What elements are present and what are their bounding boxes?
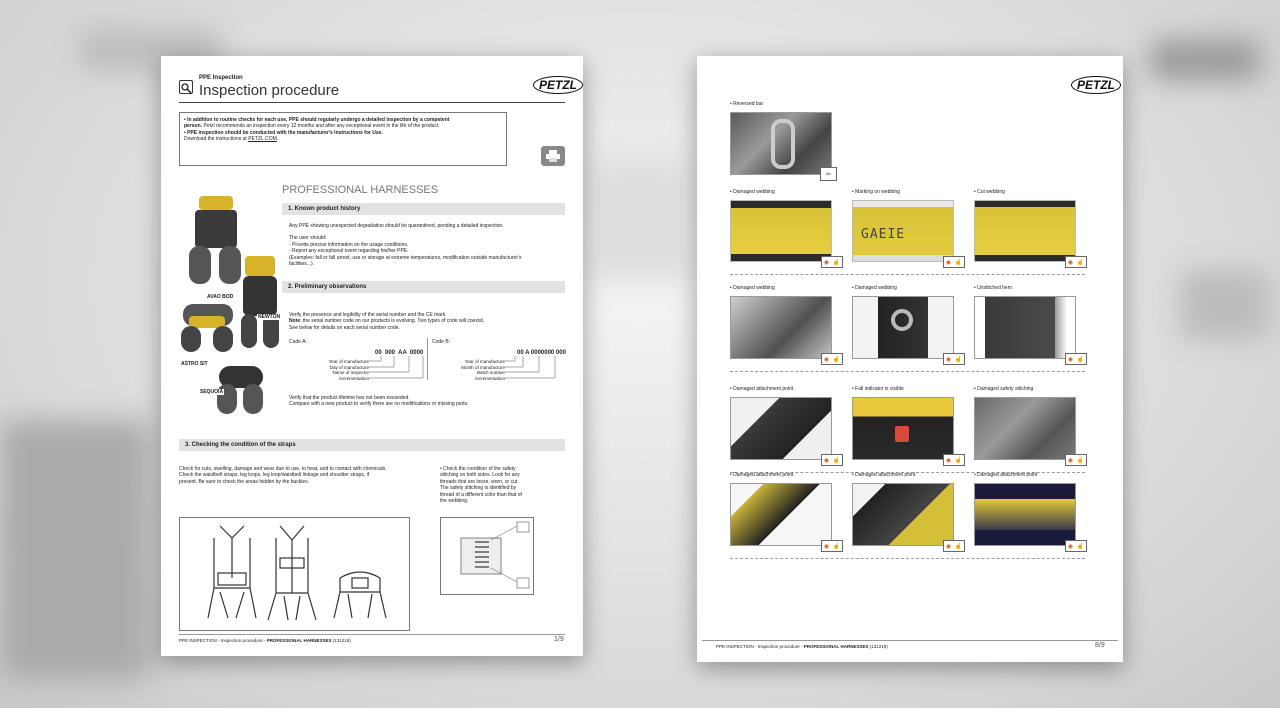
- section-2-title: 2. Preliminary observations: [282, 281, 565, 293]
- harness-line-drawings: [179, 517, 410, 631]
- petzl-link[interactable]: PETZL.COM: [248, 136, 277, 143]
- photo-caption: • Damaged safety stitching: [974, 386, 1034, 392]
- s3-right5: thread of a different color than that of: [440, 491, 522, 498]
- marking-text: GAEIE: [861, 227, 906, 242]
- footer-bold: PROFESSIONAL HARNESSES: [266, 638, 332, 643]
- target-icon: ◉: [945, 259, 952, 266]
- code-a-field: Day of manufacture: [329, 364, 369, 370]
- footer-text: [716, 644, 888, 649]
- row-divider: [730, 274, 1085, 275]
- code-a-field: Incrementation: [339, 375, 369, 381]
- hand-icon: ☝: [832, 259, 841, 266]
- code-b-field: Month of manufacture: [461, 364, 505, 370]
- inspection-photo: [852, 296, 954, 359]
- code-a-value: 00 000 AA 0000: [375, 350, 424, 356]
- target-icon: ◉: [823, 259, 830, 266]
- footer-date: (131219): [868, 644, 888, 649]
- inspection-badge: [943, 540, 965, 552]
- section-3-left-text: [179, 466, 409, 485]
- footer-divider: [179, 634, 565, 635]
- code-a-field: Name of inspector: [332, 370, 369, 376]
- header-title: Inspection procedure: [199, 82, 340, 99]
- code-b-fields: [447, 359, 505, 381]
- footer-left: PPE INSPECTION -: [716, 644, 758, 649]
- header-divider: [179, 102, 565, 103]
- code-a-connector-lines: [369, 354, 429, 384]
- s2-p1: Verify the presence and legibility of the serial number and the CE mark.: [289, 312, 447, 318]
- header-small: PPE Inspection: [199, 75, 243, 81]
- target-icon: ◉: [1067, 457, 1074, 464]
- target-icon: ◉: [823, 356, 830, 363]
- photo-caption: • Damaged attachment point: [730, 472, 794, 478]
- photo-caption: • Damaged webbing: [730, 189, 775, 195]
- document-page-8: [697, 56, 1123, 662]
- inspection-photo: [974, 200, 1076, 262]
- inspection-photo: [730, 397, 832, 460]
- inspection-badge: [1065, 540, 1087, 552]
- intro-line2-rest: Petzl recommends an inspection every 12 months and after any exceptional event in the life of the product.: [202, 123, 440, 130]
- section-2-body: [289, 312, 559, 331]
- target-icon: ◉: [945, 457, 952, 464]
- stitching-detail-drawing: [440, 517, 534, 595]
- inspection-badge: [821, 540, 843, 552]
- footer-mid: Inspection procedure: [220, 638, 263, 643]
- inspection-badge: [943, 256, 965, 268]
- s3-right4: The safety stitching is identified by: [440, 485, 517, 492]
- inspection-badge: ✂: [820, 167, 837, 181]
- hand-icon: ☝: [832, 356, 841, 363]
- photo-caption: • Marking on webbing: [852, 189, 900, 195]
- hand-icon: ☝: [954, 457, 963, 464]
- product-label-sequoia: SEQUOIA: [200, 389, 224, 395]
- inspection-badge: [943, 454, 965, 466]
- code-b-value: 00 A 0000000 000: [517, 350, 566, 356]
- photo-caption: • Damaged attachment point: [730, 386, 794, 392]
- footer-left: PPE INSPECTION -: [179, 638, 221, 643]
- product-label-avao-bod: AVAO BOD: [207, 294, 234, 300]
- inspection-photo: [974, 397, 1076, 460]
- target-icon: ◉: [823, 457, 830, 464]
- hand-icon: ☝: [832, 457, 841, 464]
- photo-caption: • Fall indicator is visible: [852, 386, 904, 392]
- hand-icon: ☝: [832, 543, 841, 550]
- background-blur: [1180, 270, 1270, 340]
- fall-indicator-graphic: [895, 426, 909, 442]
- inspection-badge: [821, 353, 843, 365]
- s3-right1: • Check the condition of the safety: [440, 466, 516, 472]
- footer-text: [179, 638, 351, 643]
- hand-icon: ☝: [1076, 356, 1085, 363]
- footer-mid: Inspection procedure: [757, 644, 800, 649]
- product-label-newton: NEWTON: [258, 314, 281, 320]
- inspection-badge: [821, 454, 843, 466]
- s2-p2: : the serial number code on our products is evolving. Two types of code will coexist.: [300, 318, 485, 325]
- photo-caption: • Damaged webbing: [852, 285, 897, 291]
- document-page-1: [161, 56, 583, 656]
- inspection-badge: [1065, 353, 1087, 365]
- target-icon: ◉: [1067, 543, 1074, 550]
- s2-p5: Compare with a new product to verify there are no modifications or missing parts.: [289, 401, 469, 408]
- intro-line2: person.: [184, 123, 203, 130]
- intro-line1: • In addition to routine checks for each use, PPE should regularly undergo a detailed inspection by a competent: [184, 117, 450, 123]
- photo-caption: • Damaged webbing: [730, 285, 775, 291]
- footer-bold: PROFESSIONAL HARNESSES: [803, 644, 869, 649]
- s3-right6: the webbing.: [440, 498, 469, 505]
- photo-caption: • Cut webbing: [974, 189, 1005, 195]
- s1-p3: - Provide precise information on the usage conditions.: [289, 241, 409, 248]
- s1-p5: (Examples: fall or fall arrest, use or storage at extreme temperatures, modification outside manufacturer's: [289, 254, 522, 261]
- photo-caption: • Damaged attachment point: [852, 472, 916, 478]
- footer-date: (131219): [331, 638, 351, 643]
- inspection-photo: [852, 397, 954, 460]
- code-divider: [427, 338, 428, 380]
- code-b-field: Batch number: [476, 370, 505, 376]
- page-number: 1/9: [554, 636, 564, 643]
- petzl-logo: PETZL: [533, 76, 583, 94]
- intro-box: [179, 112, 507, 166]
- inspection-badge: [1065, 256, 1087, 268]
- hand-icon: ☝: [1076, 543, 1085, 550]
- code-b-field: Year of manufacture: [464, 359, 505, 364]
- footer-divider: [702, 640, 1118, 641]
- d-ring-graphic: [891, 309, 913, 331]
- row-divider: [730, 371, 1085, 372]
- photo-reversed-bar: [730, 112, 832, 175]
- section-3-title: 3. Checking the condition of the straps: [179, 439, 565, 451]
- background-blur: [1150, 40, 1260, 80]
- inspection-photo: [852, 200, 954, 262]
- photo-caption: • Damaged attachment point: [974, 472, 1038, 478]
- target-icon: ◉: [945, 356, 952, 363]
- inspection-photo: [730, 200, 832, 262]
- s2-note-label: Note: [289, 318, 301, 325]
- hand-icon: ☝: [954, 356, 963, 363]
- background-blur: [590, 160, 690, 280]
- target-icon: ◉: [1067, 356, 1074, 363]
- inspection-photo: [730, 483, 832, 546]
- inspection-icon: [179, 80, 193, 94]
- code-b-connector-lines: [505, 354, 561, 384]
- section-1-title: 1. Known product history: [282, 203, 565, 215]
- inspection-photo: [974, 296, 1076, 359]
- s1-p6: facilities...).: [289, 261, 315, 268]
- code-a-label: Code A:: [289, 339, 307, 345]
- s3-right3: threads that are loose, worn, or cut.: [440, 478, 519, 485]
- print-button[interactable]: [541, 146, 565, 166]
- s2-p3: See below for details on each serial number code.: [289, 324, 400, 331]
- code-b-field: Incrementation: [475, 375, 505, 381]
- hand-icon: ☝: [954, 543, 963, 550]
- inspection-photo: [852, 483, 954, 546]
- petzl-logo: PETZL: [1071, 76, 1121, 94]
- s3-left2: Check the waistbelt straps, leg loops, leg loop/waistbelt linkage and shoulder straps, if: [179, 472, 370, 479]
- s1-p1: Any PPE showing unexpected degradation should be quarantined, pending a detailed inspection.: [289, 223, 504, 229]
- caption-reversed-bar: • Reversed bar: [730, 101, 764, 107]
- hand-icon: ☝: [1076, 457, 1085, 464]
- s3-right2: stitching on both sides. Look for any: [440, 472, 520, 479]
- target-icon: ◉: [823, 543, 830, 550]
- row-divider: [730, 558, 1085, 559]
- code-a-field: Year of manufacture: [328, 359, 369, 364]
- s1-p2: The user should:: [289, 235, 327, 242]
- intro-line3: • PPE inspection should be conducted with the manufacturer's Instructions for Use.: [184, 129, 383, 136]
- footer-sep: -: [799, 644, 804, 649]
- hand-icon: ☝: [954, 259, 963, 266]
- footer-sep: -: [262, 638, 267, 643]
- target-icon: ◉: [945, 543, 952, 550]
- inspection-badge: [1065, 454, 1087, 466]
- inspection-badge: [821, 256, 843, 268]
- product-label-astro-sit: ASTRO SIT: [181, 361, 208, 367]
- section-3-right-text: [440, 466, 550, 504]
- printer-icon: [546, 150, 560, 162]
- code-a-fields: [311, 359, 369, 381]
- section-1-body: [289, 223, 559, 267]
- background-blur: [0, 420, 150, 680]
- section-2-body-bottom: [289, 395, 559, 408]
- inspection-photo: [974, 483, 1076, 546]
- page-number: 8/9: [1095, 642, 1105, 649]
- s3-left3: present. Be sure to check the areas hidden by the buckles.: [179, 478, 310, 485]
- s3-left1: Check for cuts, swelling, damage and wear due to use, to heat, and to contact with chemicals.: [179, 466, 387, 472]
- s1-p4: - Report any exceptional event regarding his/her PPE.: [289, 248, 409, 255]
- s2-p4: Verify that the product lifetime has not been exceeded.: [289, 395, 410, 401]
- hand-icon: ☝: [1076, 259, 1085, 266]
- intro-line4-end: .: [276, 136, 279, 143]
- inspection-badge: [943, 353, 965, 365]
- section-title: PROFESSIONAL HARNESSES: [282, 184, 439, 196]
- photo-caption: • Unstitched hem: [974, 285, 1012, 291]
- intro-line4: Download the instructions at: [184, 136, 249, 143]
- target-icon: ◉: [1067, 259, 1074, 266]
- inspection-photo: [730, 296, 832, 359]
- code-b-label: Code B:: [432, 339, 451, 345]
